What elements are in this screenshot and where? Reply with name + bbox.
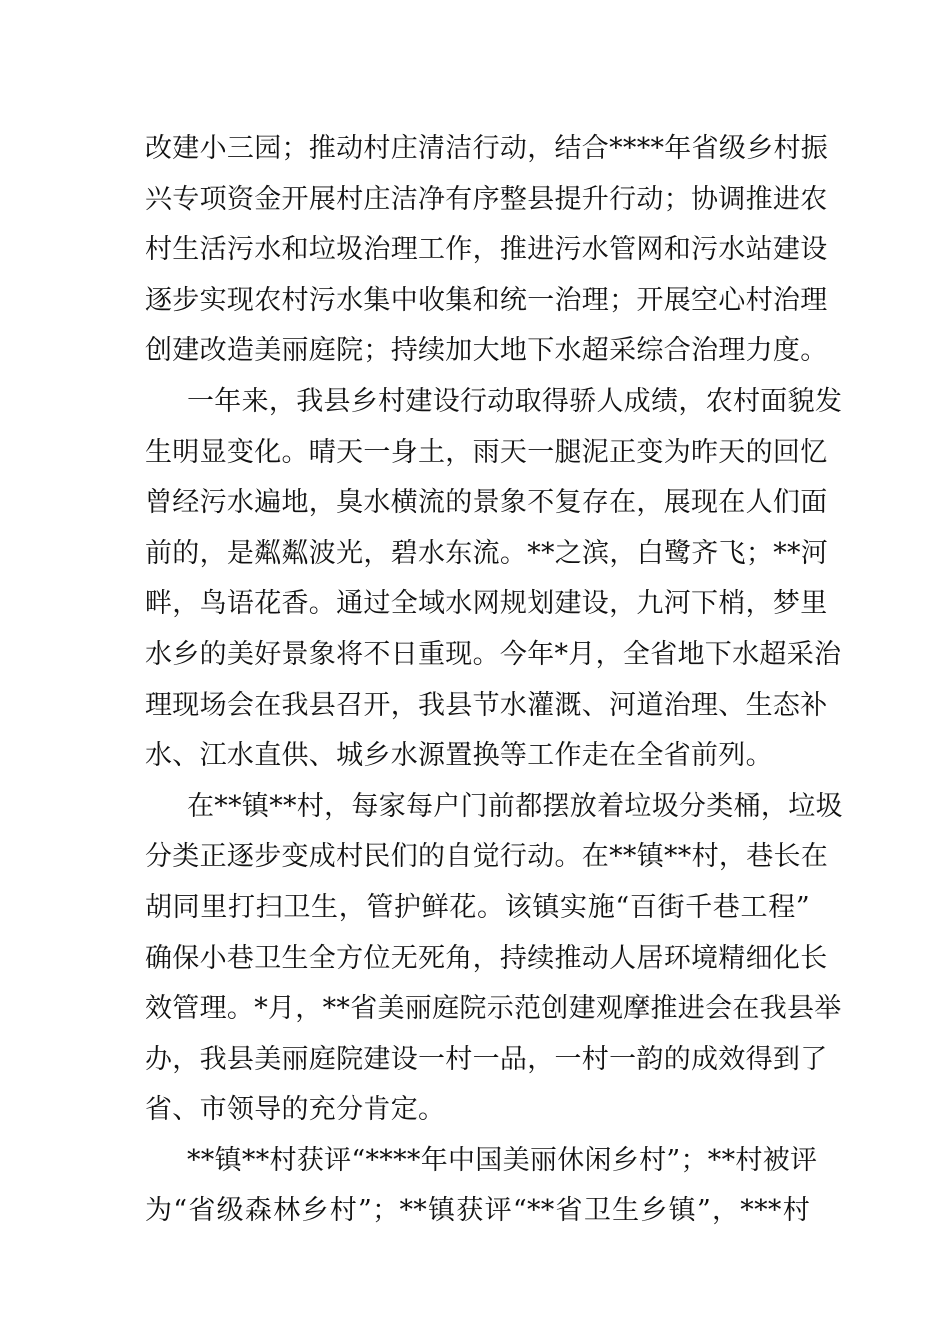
paragraph-3-line-1: 在**镇**村，每家每户门前都摆放着垃圾分类桶，垃圾 [187, 790, 843, 822]
paragraph-3-line-2: 分类正逐步变成村民们的自觉行动。在**镇**村，巷长在 [145, 841, 829, 873]
paragraph-1-line-2: 兴专项资金开展村庄洁净有序整县提升行动；协调推进农 [145, 183, 828, 215]
paragraph-3-line-7: 省、市领导的充分肯定。 [145, 1094, 446, 1126]
paragraph-2-line-8: 水、江水直供、城乡水源置换等工作走在全省前列。 [145, 740, 773, 772]
paragraph-1-line-3: 村生活污水和垃圾治理工作，推进污水管网和污水站建设 [145, 234, 828, 266]
paragraph-3-line-6: 办，我县美丽庭院建设一村一品，一村一韵的成效得到了 [145, 1043, 828, 1075]
paragraph-3-line-3: 胡同里打扫卫生，管护鲜花。该镇实施“百街千巷工程” [145, 891, 810, 923]
paragraph-2-line-7: 理现场会在我县召开，我县节水灌溉、河道治理、生态补 [145, 689, 828, 721]
paragraph-2-line-1: 一年来，我县乡村建设行动取得骄人成绩，农村面貌发 [187, 385, 843, 417]
paragraph-3-line-4: 确保小巷卫生全方位无死角，持续推动人居环境精细化长 [145, 942, 828, 974]
paragraph-4-line-1: **镇**村获评“****年中国美丽休闲乡村”；**村被评 [187, 1144, 818, 1176]
paragraph-2-line-6: 水乡的美好景象将不日重现。今年*月，全省地下水超采治 [145, 638, 842, 670]
paragraph-4-line-2: 为“省级森林乡村”；**镇获评“**省卫生乡镇”，***村 [145, 1195, 810, 1227]
paragraph-2-line-5: 畔，鸟语花香。通过全域水网规划建设，九河下梢，梦里 [145, 588, 828, 620]
paragraph-1-line-1: 改建小三园；推动村庄清洁行动，结合****年省级乡村振 [145, 133, 829, 164]
paragraph-3-line-5: 效管理。*月，**省美丽庭院示范创建观摩推进会在我县举 [145, 993, 842, 1025]
document-body [145, 124, 843, 1237]
paragraph-2-line-2: 生明显变化。晴天一身土，雨天一腿泥正变为昨天的回忆 [145, 436, 828, 468]
paragraph-2-line-3: 曾经污水遍地，臭水横流的景象不复存在，展现在人们面 [145, 487, 828, 519]
paragraph-1-line-4: 逐步实现农村污水集中收集和统一治理；开展空心村治理 [145, 284, 828, 316]
paragraph-2-line-4: 前的，是粼粼波光，碧水东流。**之滨，白鹭齐飞；**河 [145, 537, 829, 569]
paragraph-1-line-5: 创建改造美丽庭院；持续加大地下水超采综合治理力度。 [145, 335, 828, 367]
